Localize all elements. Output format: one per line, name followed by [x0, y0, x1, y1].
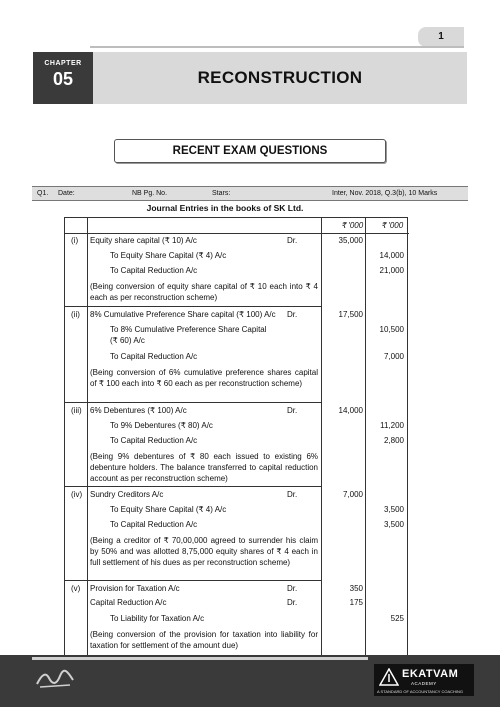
debit-amount: 17,500 [338, 310, 363, 319]
credit-amount: 3,500 [383, 520, 404, 529]
stars-label: Stars: [212, 190, 231, 197]
question-source: Inter, Nov. 2018, Q.3(b), 10 Marks [332, 190, 438, 197]
credit-account: To Equity Share Capital (₹ 4) A/c [110, 251, 227, 260]
credit-amount: 2,800 [383, 436, 404, 445]
column-divider [321, 218, 322, 656]
narration: (Being 9% debentures of ₹ 80 each issued to existing 6% debenture holders. The balance transferred to capital reduction account as per reconstruction scheme) [90, 452, 318, 483]
nb-page-label: NB Pg. No. [132, 190, 168, 197]
page-number: 1 [418, 27, 464, 47]
brand-tagline: A STANDARD OF ACCOUNTANCY COACHING [377, 689, 464, 694]
brand-logo [374, 664, 474, 696]
chapter-title: RECONSTRUCTION [93, 52, 467, 104]
entry-number: (i) [71, 236, 79, 245]
dr-label: Dr. [287, 584, 298, 593]
brand-emblem-icon [379, 668, 399, 686]
credit-account: To Equity Share Capital (₹ 4) A/c [110, 505, 227, 514]
question-number: Q1. [37, 190, 49, 197]
credit-column-header: ₹ '000 [381, 221, 404, 230]
entry-number: (iv) [71, 490, 83, 499]
debit-amount: 35,000 [338, 236, 363, 245]
narration: (Being conversion of the provision for taxation into liability for taxation for settlement of the amount due) [90, 630, 318, 650]
brand-subtitle: ACADEMY [411, 681, 437, 686]
debit-account: 8% Cumulative Preference Share capital (₹ 100) A/c [90, 310, 276, 319]
debit-account: Capital Reduction A/c [90, 598, 167, 607]
chapter-label: CHAPTER [44, 60, 82, 67]
chapter-number: 05 [52, 69, 74, 89]
entry-number: (v) [71, 584, 81, 593]
credit-account: To 9% Debentures (₹ 80) A/c [110, 421, 213, 430]
section-heading: RECENT EXAM QUESTIONS [114, 139, 386, 163]
debit-amount: 14,000 [338, 406, 363, 415]
credit-account: To Capital Reduction A/c [110, 352, 198, 361]
credit-amount: 3,500 [383, 505, 404, 514]
date-label: Date: [58, 190, 75, 197]
question-info-row [32, 186, 468, 201]
journal-table [64, 217, 408, 657]
debit-amount: 175 [349, 598, 363, 607]
debit-amount: 7,000 [342, 490, 363, 499]
journal-title: Journal Entries in the books of SK Ltd. [146, 203, 304, 213]
credit-account-cont: (₹ 60) A/c [110, 336, 145, 345]
narration: (Being conversion of equity share capital of ₹ 10 each into ₹ 4 each as per reconstruction scheme) [90, 282, 318, 302]
credit-amount: 7,000 [383, 352, 404, 361]
dr-label: Dr. [287, 310, 298, 319]
brand-name: EKATVAM [402, 668, 459, 680]
entry-number: (iii) [71, 406, 82, 415]
debit-account: Provision for Taxation A/c [90, 584, 180, 593]
column-divider [87, 218, 88, 656]
entry-separator [65, 306, 321, 307]
dr-label: Dr. [287, 490, 298, 499]
column-divider [365, 218, 366, 656]
debit-account: 6% Debentures (₹ 100) A/c [90, 406, 187, 415]
credit-amount: 11,200 [380, 421, 404, 430]
debit-account: Equity share capital (₹ 10) A/c [90, 236, 197, 245]
signature-logo [34, 666, 76, 690]
credit-account: To 8% Cumulative Preference Share Capital [110, 325, 267, 334]
credit-account: To Liability for Taxation A/c [110, 614, 205, 623]
entry-separator [65, 486, 321, 487]
entry-number: (ii) [71, 310, 80, 319]
debit-column-header: ₹ '000 [341, 221, 364, 230]
credit-amount: 14,000 [379, 251, 404, 260]
dr-label: Dr. [287, 598, 298, 607]
narration: (Being a creditor of ₹ 70,00,000 agreed to surrender his claim by 50% and was allotted 8,75,000 equity shares of ₹ 4 each in full settlement of his dues as per reconstruction scheme) [90, 536, 318, 567]
credit-amount: 10,500 [379, 325, 404, 334]
credit-amount: 525 [390, 614, 404, 623]
credit-amount: 21,000 [379, 266, 404, 275]
credit-account: To Capital Reduction A/c [110, 266, 198, 275]
dr-label: Dr. [287, 406, 298, 415]
debit-account: Sundry Creditors A/c [90, 490, 164, 499]
header-rule [65, 233, 409, 234]
narration: (Being conversion of 6% cumulative preference shares capital of ₹ 100 each into ₹ 60 each as per reconstruction scheme) [90, 368, 318, 388]
header-rule [90, 46, 464, 48]
credit-account: To Capital Reduction A/c [110, 520, 198, 529]
footer-rule [32, 657, 368, 660]
dr-label: Dr. [287, 236, 298, 245]
entry-separator [65, 402, 321, 403]
credit-account: To Capital Reduction A/c [110, 436, 198, 445]
chapter-badge [33, 52, 93, 104]
entry-separator [65, 580, 321, 581]
debit-amount: 350 [349, 584, 363, 593]
